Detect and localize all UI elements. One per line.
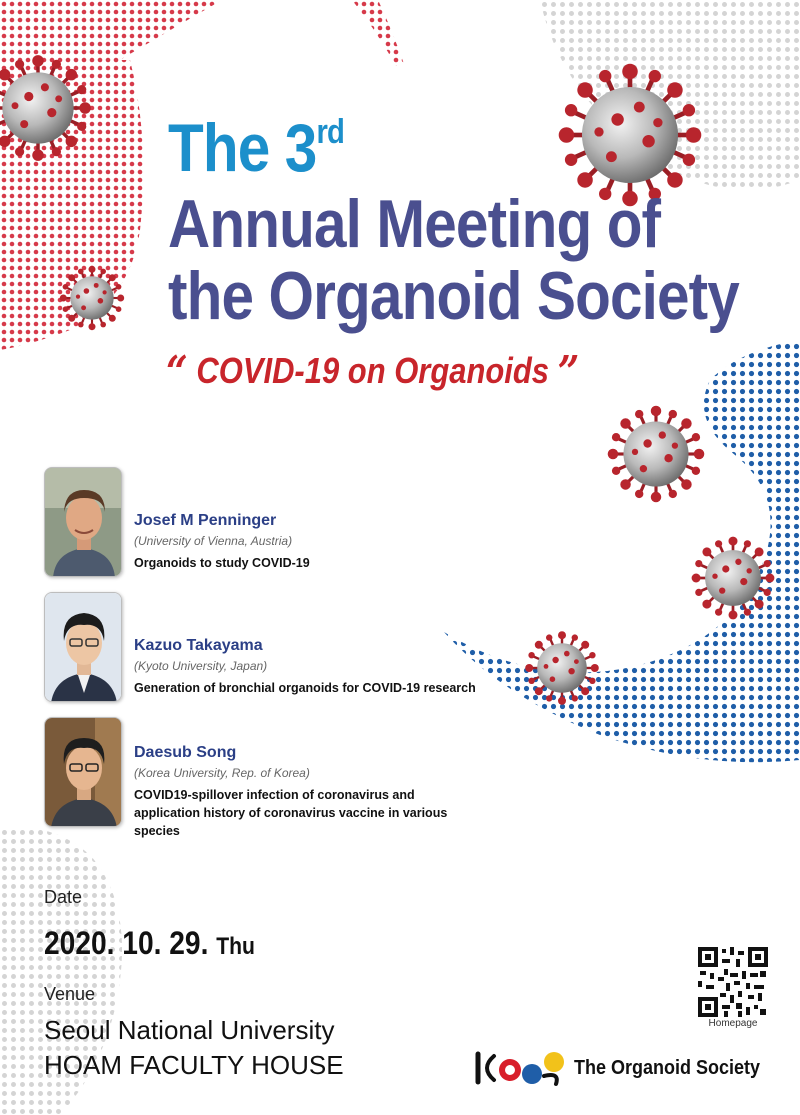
date-label: Date	[44, 887, 83, 907]
title-line-2: Annual Meeting of	[168, 186, 661, 262]
speaker-affiliation: (Kyoto University, Japan)	[134, 659, 268, 673]
speaker-photo	[44, 717, 122, 827]
speaker-affiliation: (University of Vienna, Austria)	[134, 534, 293, 548]
venue-building: HOAM FACULTY HOUSE	[44, 1050, 344, 1080]
speaker-name: Daesub Song	[134, 744, 237, 761]
event-date	[44, 925, 255, 962]
close-quote-mark: ”	[557, 347, 580, 398]
event-title	[168, 92, 739, 334]
society-logo	[472, 1046, 772, 1090]
title-line-3: the Organoid Society	[168, 258, 739, 334]
speaker-card	[44, 717, 604, 838]
theme-tagline	[166, 347, 579, 398]
speaker-photo	[44, 592, 122, 702]
date-text: 2020. 10. 29.	[44, 925, 209, 961]
speaker-card	[44, 467, 604, 577]
theme-text: COVID-19 on Organoids	[196, 350, 550, 391]
qr-code[interactable]	[698, 947, 768, 1017]
venue-name: Seoul National University	[44, 1015, 335, 1045]
open-quote-mark: “	[166, 347, 188, 398]
venue-label: Venue	[44, 984, 96, 1004]
speaker-info	[134, 511, 604, 572]
speaker-name: Josef M Penninger	[134, 512, 277, 529]
speaker-talk-title: Organoids to study COVID-19	[134, 556, 310, 570]
qr-caption: Homepage	[708, 1018, 758, 1029]
day-of-week: Thu	[216, 933, 255, 960]
speaker-name: Kazuo Takayama	[134, 637, 263, 654]
speaker-info	[134, 743, 604, 840]
title-line-1: The 3rd	[168, 110, 344, 186]
speaker-talk-title: COVID19-spillover infection of coronavirus and application history of coronavirus vaccine in various species	[134, 788, 448, 838]
speaker-photo	[44, 467, 122, 577]
speaker-card	[44, 592, 604, 702]
speaker-talk-title: Generation of bronchial organoids for COVID-19 research	[134, 681, 476, 695]
speaker-affiliation: (Korea University, Rep. of Korea)	[134, 766, 310, 780]
ordinal-suffix: rd	[316, 113, 344, 151]
society-name: The Organoid Society	[574, 1057, 761, 1079]
kos-logo-icon	[472, 1046, 568, 1090]
speaker-info	[134, 636, 604, 697]
